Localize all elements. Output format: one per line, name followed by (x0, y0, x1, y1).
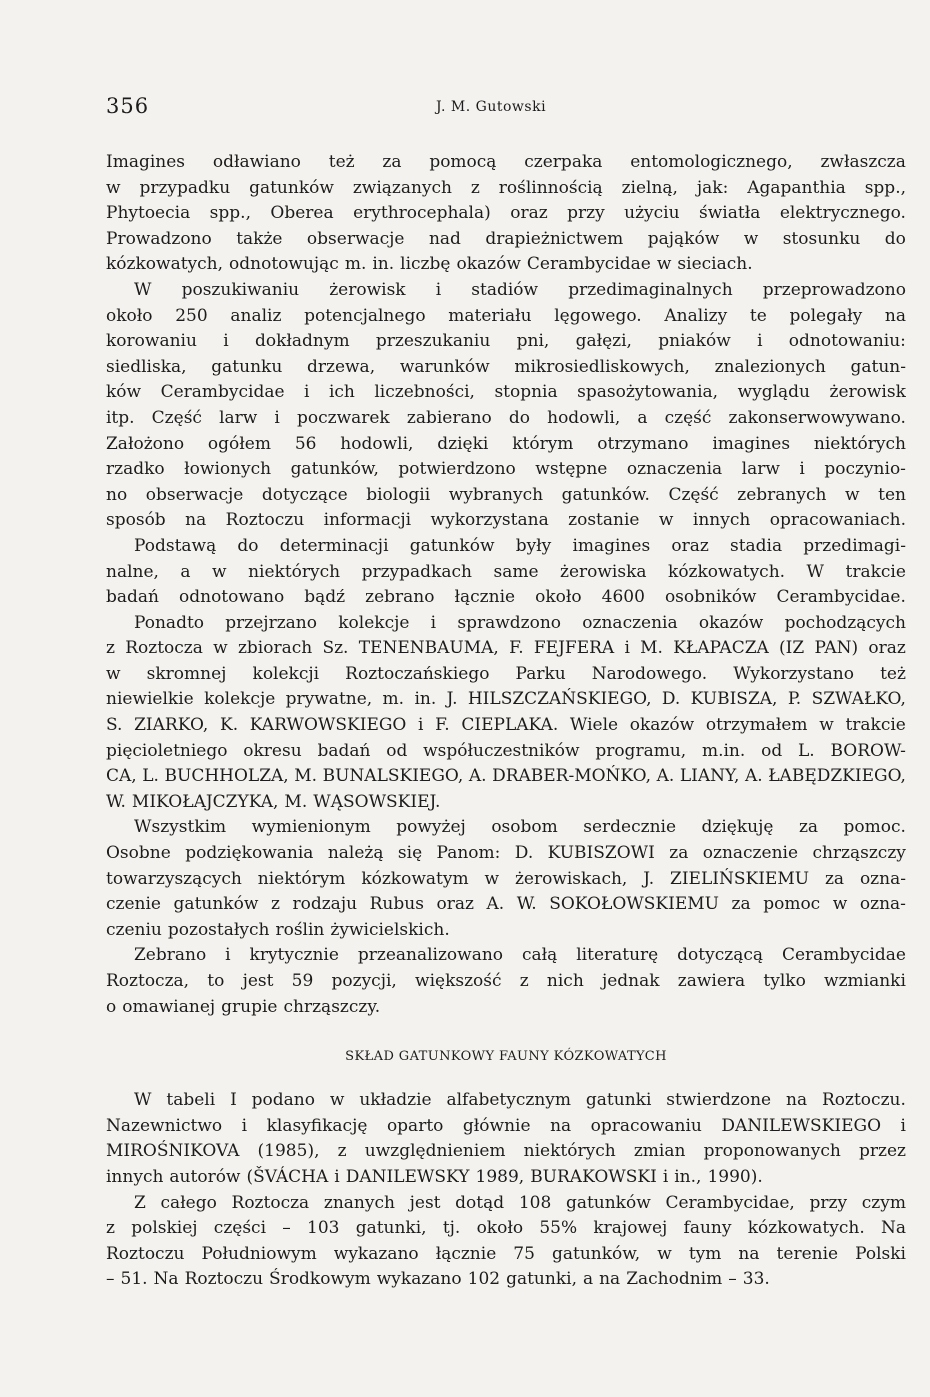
text-line: w przypadku gatunków związanych z roślinnością zielną, jak: Agapanthia spp., (106, 177, 906, 198)
text-line: w skromnej kolekcji Roztoczańskiego Parku Narodowego. Wykorzystano też (106, 663, 906, 684)
text-line: Imagines odławiano też za pomocą czerpaka entomologicznego, zwłaszcza (106, 152, 906, 172)
text-line: Nazewnictwo i klasyfikację oparto głównie na opracowaniu DANILEWSKIEGO i (106, 1115, 906, 1136)
text-line: około 250 analiz potencjalnego materiału lęgowego. Analizy te polegały na (106, 305, 906, 326)
text-line: z Roztocza w zbiorach Sz. TENENBAUMA, F. FEJFERA i M. KŁAPACZA (IZ PAN) oraz (106, 638, 906, 659)
body-text (106, 150, 906, 1293)
text-line: rzadko łowionych gatunków, potwierdzono wstępne oznaczenia larw i poczynio- (106, 459, 906, 480)
text-line: niewielkie kolekcje prywatne, m. in. J. HILSZCZAŃSKIEGO, D. KUBISZA, P. SZWAŁKO, (106, 689, 906, 710)
text-line: siedliska, gatunku drzewa, warunków mikrosiedliskowych, znalezionych gatun- (106, 356, 906, 377)
text-line: W poszukiwaniu żerowisk i stadiów przedimaginalnych przeprowadzono (134, 279, 906, 300)
text-line: no obserwacje dotyczące biologii wybranych gatunków. Część zebranych w ten (106, 484, 906, 505)
text-line: czenie gatunków z rodzaju Rubus oraz A. W. SOKOŁOWSKIEMU za pomoc w ozna- (106, 894, 906, 915)
text-line: towarzyszących niektórym kózkowatym w żerowiskach, J. ZIELIŃSKIEMU za ozna- (106, 868, 906, 889)
text-line: Założono ogółem 56 hodowli, dzięki którym otrzymano imagines niektórych (106, 433, 906, 454)
text-line: itp. Część larw i poczwarek zabierano do hodowli, a część zakonserwowywano. (106, 407, 906, 428)
text-line: Phytoecia spp., Oberea erythrocephala) oraz przy użyciu światła elektrycznego. (106, 203, 906, 224)
text-line: czeniu pozostałych roślin żywicielskich. (106, 919, 450, 940)
body-block-1 (106, 150, 906, 1020)
text-line: nalne, a w niektórych przypadkach same żerowiska kózkowatych. W trakcie (106, 561, 906, 582)
text-line: W. MIKOŁAJCZYKA, M. WĄSOWSKIEJ. (106, 791, 441, 812)
text-line: pięcioletniego okresu badań od współuczestników programu, m.in. od L. BOROW- (106, 740, 906, 761)
text-line: Zebrano i krytycznie przeanalizowano całą literaturę dotyczącą Cerambycidae (134, 945, 906, 966)
text-line: innych autorów (ŠVÁCHA i DANILEWSKY 1989, BURAKOWSKI i in., 1990). (106, 1166, 763, 1187)
text-line: badań odnotowano bądź zebrano łącznie około 4600 osobników Cerambycidae. (106, 587, 906, 608)
text-line: Wszystkim wymienionym powyżej osobom serdecznie dziękuję za pomoc. (134, 817, 906, 838)
text-line: CA, L. BUCHHOLZA, M. BUNALSKIEGO, A. DRABER-MOŃKO, A. LIANY, A. ŁABĘDZKIEGO, (106, 766, 906, 787)
text-line: ków Cerambycidae i ich liczebności, stopnia spasożytowania, wyglądu żerowisk (106, 382, 906, 403)
text-line: Ponadto przejrzano kolekcje i sprawdzono oznaczenia okazów pochodzących (134, 612, 906, 633)
text-line: Prowadzono także obserwacje nad drapieżnictwem pająków w stosunku do (106, 228, 906, 249)
body-block-2 (106, 1088, 906, 1293)
text-line: korowaniu i dokładnym przeszukaniu pni, gałęzi, pniaków i odnotowaniu: (106, 331, 906, 352)
text-line: Osobne podziękowania należą się Panom: D. KUBISZOWI za oznaczenie chrząszczy (106, 843, 906, 864)
text-line: Roztocza, to jest 59 pozycji, większość z nich jednak zawiera tylko wzmianki (106, 971, 906, 991)
text-line: o omawianej grupie chrząszczy. (106, 996, 381, 1017)
text-line: kózkowatych, odnotowując m. in. liczbę okazów Cerambycidae w sieciach. (106, 254, 753, 275)
text-line: S. ZIARKO, K. KARWOWSKIEGO i F. CIEPLAKA. Wiele okazów otrzymałem w trakcie (106, 715, 906, 736)
text-line: Roztoczu Południowym wykazano łącznie 75 gatunków, w tym na terenie Polski (106, 1243, 906, 1264)
text-line: z polskiej części – 103 gatunki, tj. około 55% krajowej fauny kózkowatych. Na (106, 1218, 906, 1239)
running-head: J. M. Gutowski (436, 99, 547, 115)
text-line: W tabeli I podano w układzie alfabetycznym gatunki stwierdzone na Roztoczu. (134, 1090, 906, 1111)
section-heading: SKŁAD GATUNKOWY FAUNY KÓZKOWATYCH (345, 1049, 667, 1065)
text-line: MIROŚNIKOVA (1985), z uwzględnieniem niektórych zmian proponowanych przez (106, 1141, 906, 1162)
text-line: Podstawą do determinacji gatunków były imagines oraz stadia przedimagi- (134, 535, 906, 556)
text-line: – 51. Na Roztoczu Środkowym wykazano 102 gatunki, a na Zachodnim – 33. (106, 1269, 770, 1290)
text-line: sposób na Roztoczu informacji wykorzystana zostanie w innych opracowaniach. (106, 510, 906, 531)
text-line: Z całego Roztocza znanych jest dotąd 108 gatunków Cerambycidae, przy czym (134, 1192, 906, 1213)
page-number: 356 (106, 94, 150, 118)
